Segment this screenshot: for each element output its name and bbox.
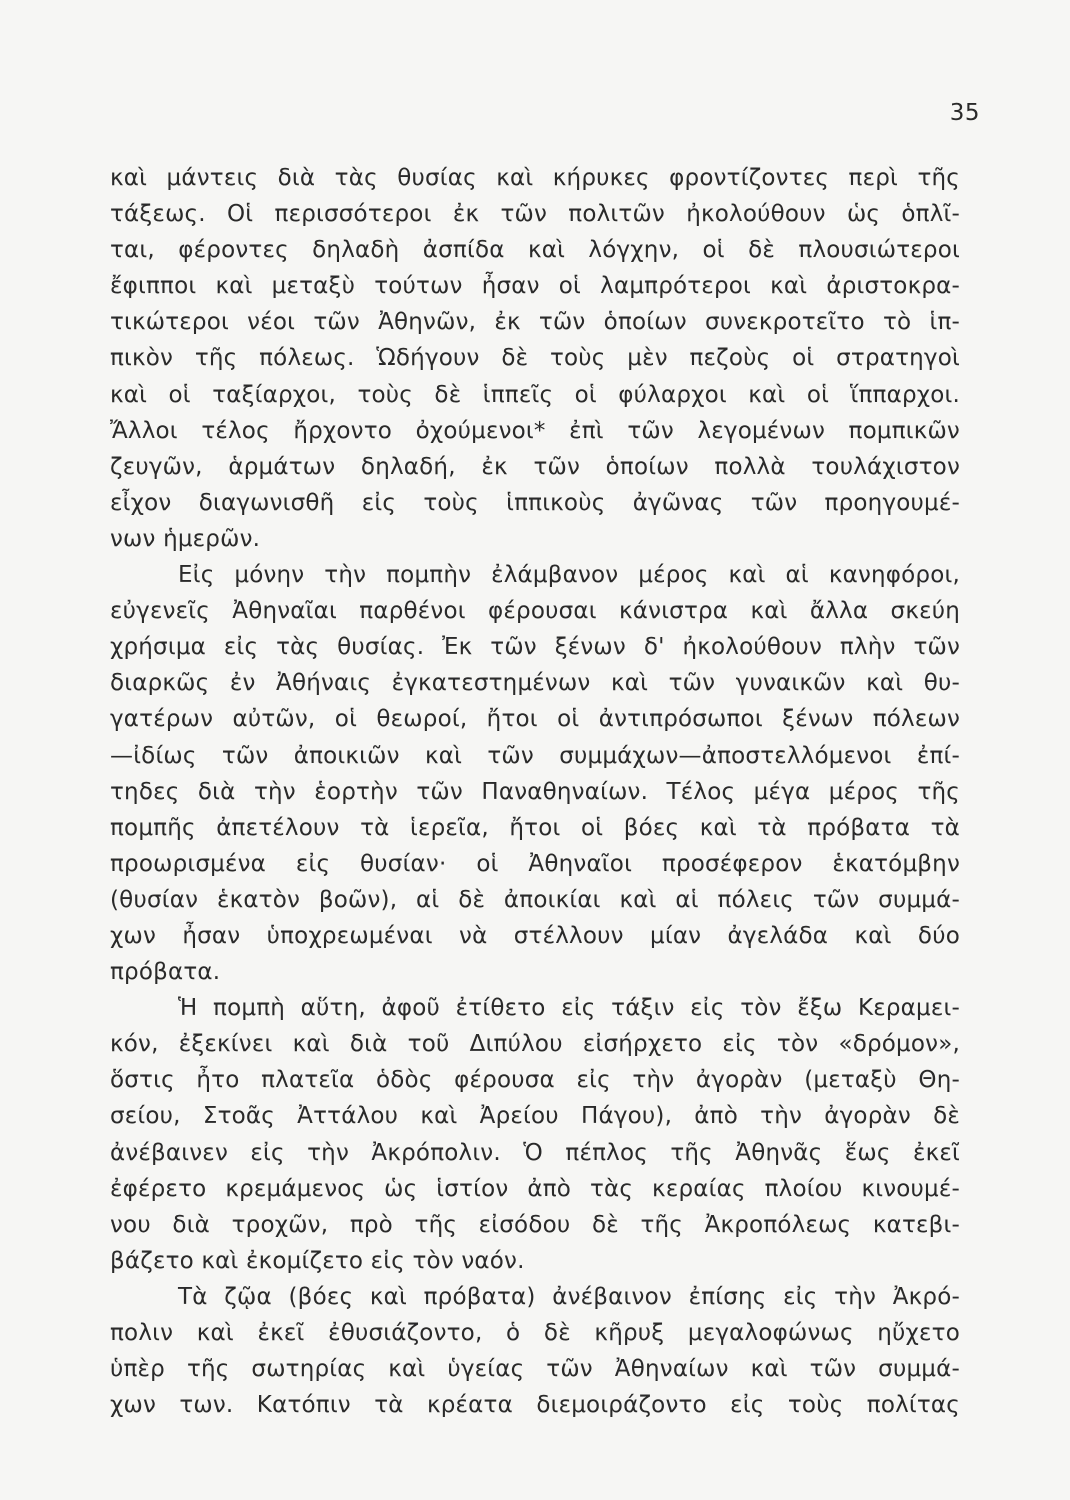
text-line: προωρισμένα εἰς θυσίαν· οἱ Ἀθηναῖοι προσέφερον ἑκατόμβην	[110, 850, 960, 877]
text-line: πικὸν τῆς πόλεως. Ὡδήγουν δὲ τοὺς μὲν πεζοὺς οἱ στρατηγοὶ	[110, 345, 960, 372]
text-line: ὑπὲρ τῆς σωτηρίας καὶ ὑγείας τῶν Ἀθηναίων καὶ τῶν συμμά-	[110, 1356, 960, 1383]
text-line: τάξεως. Οἱ περισσότεροι ἐκ τῶν πολιτῶν ἠκολούθουν ὡς ὁπλῖ-	[110, 201, 960, 228]
text-line: ται, φέροντες δηλαδὴ ἀσπίδα καὶ λόγχην, οἱ δὲ πλουσιώτεροι	[110, 237, 960, 264]
text-line: καὶ οἱ ταξίαρχοι, τοὺς δὲ ἱππεῖς οἱ φύλαρχοι καὶ οἱ ἵππαρχοι.	[110, 381, 960, 408]
text-line: ἐφέρετο κρεμάμενος ὡς ἱστίον ἀπὸ τὰς κεραίας πλοίου κινουμέ-	[110, 1175, 960, 1202]
text-line: καὶ μάντεις διὰ τὰς θυσίας καὶ κήρυκες φροντίζοντες περὶ τῆς	[110, 165, 960, 191]
text-line: ζευγῶν, ἁρμάτων δηλαδή, ἐκ τῶν ὁποίων πολλὰ τουλάχιστον	[110, 453, 960, 480]
text-line: βάζετο καὶ ἐκομίζετο εἰς τὸν ναόν.	[110, 1247, 525, 1274]
text-line: Ἡ πομπὴ αὕτη, ἀφοῦ ἐτίθετο εἰς τάξιν εἰς τὸν ἔξω Κεραμει-	[178, 995, 960, 1022]
text-line: Τὰ ζῷα (βόες καὶ πρόβατα) ἀνέβαινον ἐπίσης εἰς τὴν Ἀκρό-	[178, 1283, 960, 1310]
text-line: εἶχον διαγωνισθῆ εἰς τοὺς ἱππικοὺς ἀγῶνας τῶν προηγουμέ-	[110, 489, 960, 516]
text-line: νου διὰ τροχῶν, πρὸ τῆς εἰσόδου δὲ τῆς Ἀκροπόλεως κατεβι-	[110, 1211, 960, 1238]
text-line: —ἰδίως τῶν ἀποικιῶν καὶ τῶν συμμάχων—ἀποστελλόμενοι ἐπί-	[110, 742, 960, 769]
text-line: χων ἦσαν ὑποχρεωμέναι νὰ στέλλουν μίαν ἀγελάδα καὶ δύο	[110, 922, 960, 949]
text-line: σείου, Στοᾶς Ἀττάλου καὶ Ἀρείου Πάγου), ἀπὸ τὴν ἀγορὰν δὲ	[110, 1103, 960, 1130]
text-line: πομπῆς ἀπετέλουν τὰ ἱερεῖα, ἤτοι οἱ βόες καὶ τὰ πρόβατα τὰ	[110, 814, 960, 841]
text-line: εὐγενεῖς Ἀθηναῖαι παρθένοι φέρουσαι κάνιστρα καὶ ἄλλα σκεύη	[110, 598, 960, 625]
body-text	[110, 160, 960, 1423]
text-line: (θυσίαν ἑκατὸν βοῶν), αἱ δὲ ἀποικίαι καὶ αἱ πόλεις τῶν συμμά-	[110, 886, 960, 913]
text-line: τηδες διὰ τὴν ἑορτὴν τῶν Παναθηναίων. Τέλος μέγα μέρος τῆς	[110, 778, 960, 805]
text-line: Ἄλλοι τέλος ἤρχοντο ὀχούμενοι* ἐπὶ τῶν λεγομένων πομπικῶν	[110, 417, 960, 444]
text-line: ἀνέβαινεν εἰς τὴν Ἀκρόπολιν. Ὁ πέπλος τῆς Ἀθηνᾶς ἕως ἐκεῖ	[110, 1139, 960, 1166]
text-line: γατέρων αὐτῶν, οἱ θεωροί, ἤτοι οἱ ἀντιπρόσωποι ξένων πόλεων	[110, 706, 960, 733]
text-line: διαρκῶς ἐν Ἀθήναις ἐγκατεστημένων καὶ τῶν γυναικῶν καὶ θυ-	[110, 670, 960, 697]
text-line: Εἰς μόνην τὴν πομπὴν ἐλάμβανον μέρος καὶ αἱ κανηφόροι,	[178, 562, 960, 589]
text-line: χων των. Κατόπιν τὰ κρέατα διεμοιράζοντο εἰς τοὺς πολίτας	[110, 1392, 960, 1419]
text-line: κόν, ἐξεκίνει καὶ διὰ τοῦ Διπύλου εἰσήρχετο εἰς τὸν «δρόμον»,	[110, 1031, 960, 1058]
text-line: ἔφιπποι καὶ μεταξὺ τούτων ἦσαν οἱ λαμπρότεροι καὶ ἀριστοκρα-	[110, 273, 960, 300]
text-line: τικώτεροι νέοι τῶν Ἀθηνῶν, ἐκ τῶν ὁποίων συνεκροτεῖτο τὸ ἱπ-	[110, 309, 960, 336]
page-number: 35	[949, 100, 980, 126]
text-line: ὅστις ἦτο πλατεῖα ὁδὸς φέρουσα εἰς τὴν ἀγορὰν (μεταξὺ Θη-	[110, 1067, 960, 1094]
text-line: νων ἡμερῶν.	[110, 525, 261, 552]
text-line: πρόβατα.	[110, 959, 221, 986]
text-line: πολιν καὶ ἐκεῖ ἐθυσιάζοντο, ὁ δὲ κῆρυξ μεγαλοφώνως ηὔχετο	[110, 1320, 960, 1346]
text-line: χρήσιμα εἰς τὰς θυσίας. Ἐκ τῶν ξένων δ' ἠκολούθουν πλὴν τῶν	[110, 634, 960, 661]
